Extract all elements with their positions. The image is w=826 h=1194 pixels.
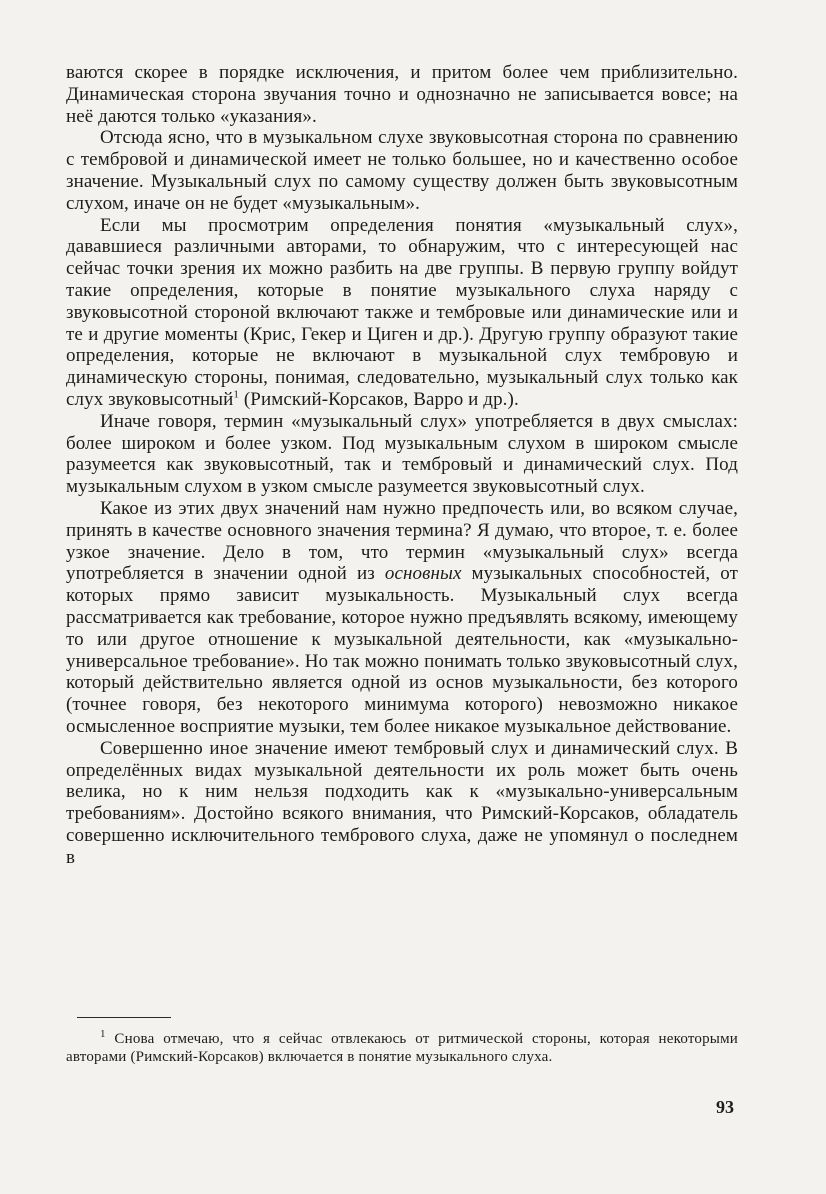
footnote — [66, 1030, 738, 1066]
footnote-reference-mark[interactable]: 1 — [233, 388, 239, 401]
paragraph-2: Отсюда ясно, что в музыкальном слухе звуковысотная сторона по сравнению с тембровой и динамической имеет не только большее, но и качественно особое значение. Музыкальный слух по самому существу должен быть звуковысотным слухом, иначе он не будет «музыкальным». — [66, 127, 738, 214]
page-body — [66, 62, 738, 868]
footnote-separator — [77, 1017, 171, 1018]
paragraph-5-text-after: музыкальных способностей, от которых прямо зависит музыкальность. Музыкальный слух всегда рассматривается как требование, которое нужно предъявлять всякому, имеющему то или другое отношение к музыкальной деятельности, как «музыкально-универсальное требование». Но так можно понимать только звуковысотный слух, который действительно является одной из основ музыкальности, без которого (точнее говоря, без некоторого минимума которого) невозможно никакое осмысленное восприятие музыки, тем более никакое музыкальное действование. — [66, 563, 738, 737]
paragraph-5-italic-word: основных — [384, 563, 462, 585]
footnote-text: Снова отмечаю, что я сейчас отвлекаюсь от ритмической стороны, которая некоторыми авторами (Римский-Корсаков) включается в понятие музыкального слуха. — [66, 1031, 738, 1065]
paragraph-5 — [66, 498, 738, 738]
paragraph-3 — [66, 215, 738, 411]
paragraph-6: Совершенно иное значение имеют тембровый слух и динамический слух. В определённых видах музыкальной деятельности их роль может быть очень велика, но к ним нельзя подходить как к «музыкально-универсальным требованиям». Достойно всякого внимания, что Римский-Корсаков, обладатель совершенно исключительного тембрового слуха, даже не упомянул о последнем в — [66, 737, 738, 868]
paragraph-3-text-before: Если мы просмотрим определения понятия «музыкальный слух», дававшиеся различными авторами, то обнаружим, что с интересующей нас сейчас точки зрения их можно разбить на две группы. В первую группу войдут такие определения, которые в понятие музыкального слуха наряду с звуковысотной стороной включают также и тембровые или динамические или и те и другие моменты (Крис, Гекер и Циген и др.). Другую группу образуют такие определения, которые не включают в музыкальной слух тембровую и динамическую стороны, понимая, следовательно, музыкальный слух только как слух звуковысотный — [66, 214, 738, 410]
paragraph-1: ваются скорее в порядке исключения, и притом более чем приблизительно. Динамическая сторона звучания точно и однозначно не записывается вовсе; на неё даются только «указания». — [66, 62, 738, 127]
footnote-mark: 1 — [100, 1028, 106, 1040]
paragraph-4: Иначе говоря, термин «музыкальный слух» употребляется в двух смыслах: более широком и более узком. Под музыкальным слухом в широком смысле разумеется как звуковысотный, так и тембровый и динамический слух. Под музыкальным слухом в узком смысле разумеется звуковысотный слух. — [66, 410, 738, 498]
paragraph-3-text-after: (Римский-Корсаков, Варро и др.). — [239, 388, 519, 410]
page-number: 93 — [716, 1097, 734, 1117]
paragraph-5-text-before: Какое из этих двух значений нам нужно предпочесть или, во всяком случае, принять в качестве основного значения термина? Я думаю, что второе, т. е. более узкое значение. Дело в том, что термин «музыкальный слух» всегда употребляется в значении одной из — [66, 497, 738, 585]
